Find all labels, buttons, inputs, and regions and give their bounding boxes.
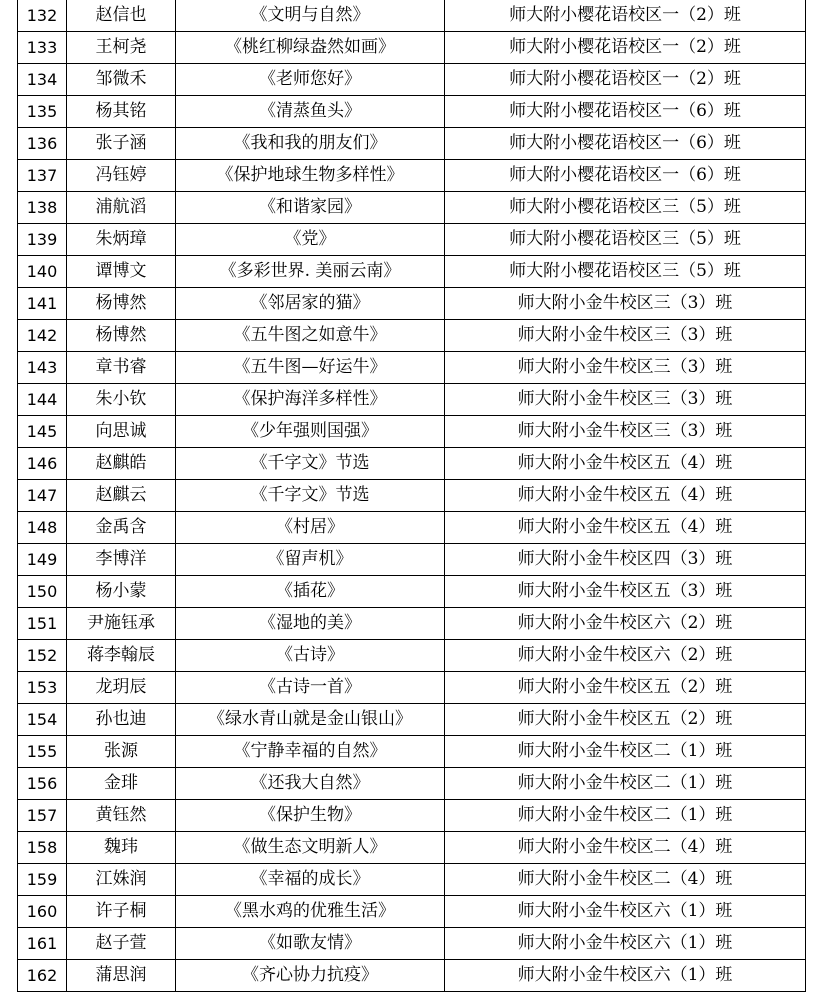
table-row [18,896,806,928]
table-row [18,128,806,160]
school-class-cell: 师大附小金牛校区四（3）班 [445,544,806,576]
row-number-cell: 138 [18,192,67,224]
student-name-cell: 蒲思润 [67,960,176,992]
table-row [18,736,806,768]
row-number-cell: 142 [18,320,67,352]
table-row [18,800,806,832]
row-number-cell: 152 [18,640,67,672]
table-row [18,32,806,64]
work-title-cell: 《桃红柳绿盎然如画》 [176,32,445,64]
student-name-cell: 章书睿 [67,352,176,384]
school-class-cell: 师大附小金牛校区五（4）班 [445,448,806,480]
school-class-cell: 师大附小金牛校区二（1）班 [445,800,806,832]
school-class-cell: 师大附小金牛校区二（1）班 [445,736,806,768]
table-row [18,256,806,288]
work-title-cell: 《邻居家的猫》 [176,288,445,320]
school-class-cell: 师大附小樱花语校区三（5）班 [445,256,806,288]
student-name-cell: 蒋李翰辰 [67,640,176,672]
row-number-cell: 157 [18,800,67,832]
student-name-cell: 许子桐 [67,896,176,928]
work-title-cell: 《留声机》 [176,544,445,576]
table-row [18,352,806,384]
school-class-cell: 师大附小樱花语校区一（2）班 [445,32,806,64]
work-title-cell: 《五牛图之如意牛》 [176,320,445,352]
work-title-cell: 《古诗一首》 [176,672,445,704]
row-number-cell: 139 [18,224,67,256]
table-row [18,608,806,640]
school-class-cell: 师大附小金牛校区五（2）班 [445,704,806,736]
school-class-cell: 师大附小金牛校区五（2）班 [445,672,806,704]
student-name-cell: 金禹含 [67,512,176,544]
school-class-cell: 师大附小樱花语校区三（5）班 [445,224,806,256]
row-number-cell: 135 [18,96,67,128]
row-number-cell: 141 [18,288,67,320]
table-row [18,704,806,736]
student-name-cell: 朱小钦 [67,384,176,416]
row-number-cell: 144 [18,384,67,416]
work-title-cell: 《我和我的朋友们》 [176,128,445,160]
school-class-cell: 师大附小樱花语校区一（2）班 [445,64,806,96]
student-name-cell: 赵麒皓 [67,448,176,480]
student-name-cell: 朱炳璋 [67,224,176,256]
table-row [18,384,806,416]
work-title-cell: 《千字文》节选 [176,448,445,480]
row-number-cell: 136 [18,128,67,160]
work-title-cell: 《绿水青山就是金山银山》 [176,704,445,736]
student-name-cell: 谭博文 [67,256,176,288]
student-name-cell: 李博洋 [67,544,176,576]
student-name-cell: 冯钰婷 [67,160,176,192]
student-name-cell: 尹施钰承 [67,608,176,640]
table-row [18,640,806,672]
row-number-cell: 150 [18,576,67,608]
row-number-cell: 158 [18,832,67,864]
student-name-cell: 杨其铭 [67,96,176,128]
row-number-cell: 132 [18,0,67,32]
row-number-cell: 147 [18,480,67,512]
row-number-cell: 140 [18,256,67,288]
work-title-cell: 《党》 [176,224,445,256]
row-number-cell: 159 [18,864,67,896]
school-class-cell: 师大附小樱花语校区三（5）班 [445,192,806,224]
student-name-cell: 金琲 [67,768,176,800]
row-number-cell: 134 [18,64,67,96]
table-row [18,160,806,192]
table-row [18,512,806,544]
table-row [18,928,806,960]
row-number-cell: 133 [18,32,67,64]
table-row [18,576,806,608]
student-name-cell: 孙也迪 [67,704,176,736]
row-number-cell: 153 [18,672,67,704]
school-class-cell: 师大附小金牛校区二（1）班 [445,768,806,800]
table-row [18,480,806,512]
work-title-cell: 《黑水鸡的优雅生活》 [176,896,445,928]
row-number-cell: 149 [18,544,67,576]
table-row [18,224,806,256]
student-name-cell: 张子涵 [67,128,176,160]
row-number-cell: 156 [18,768,67,800]
school-class-cell: 师大附小樱花语校区一（6）班 [445,96,806,128]
student-name-cell: 张源 [67,736,176,768]
table-row [18,448,806,480]
table-row [18,768,806,800]
work-title-cell: 《插花》 [176,576,445,608]
student-name-cell: 杨博然 [67,288,176,320]
school-class-cell: 师大附小金牛校区六（1）班 [445,896,806,928]
student-name-cell: 浦航滔 [67,192,176,224]
row-number-cell: 137 [18,160,67,192]
work-title-cell: 《村居》 [176,512,445,544]
work-title-cell: 《少年强则国强》 [176,416,445,448]
work-title-cell: 《保护生物》 [176,800,445,832]
row-number-cell: 151 [18,608,67,640]
school-class-cell: 师大附小金牛校区六（2）班 [445,608,806,640]
table-row [18,96,806,128]
school-class-cell: 师大附小金牛校区三（3）班 [445,320,806,352]
student-name-cell: 杨小蒙 [67,576,176,608]
school-class-cell: 师大附小金牛校区三（3）班 [445,384,806,416]
school-class-cell: 师大附小樱花语校区一（6）班 [445,160,806,192]
work-title-cell: 《和谐家园》 [176,192,445,224]
student-name-cell: 王柯尧 [67,32,176,64]
row-number-cell: 143 [18,352,67,384]
table-row [18,960,806,992]
work-title-cell: 《五牛图—好运牛》 [176,352,445,384]
award-list-table [17,0,806,992]
school-class-cell: 师大附小金牛校区二（4）班 [445,864,806,896]
student-name-cell: 邹微禾 [67,64,176,96]
work-title-cell: 《保护海洋多样性》 [176,384,445,416]
school-class-cell: 师大附小金牛校区六（1）班 [445,960,806,992]
row-number-cell: 146 [18,448,67,480]
work-title-cell: 《千字文》节选 [176,480,445,512]
table-row [18,416,806,448]
table-row [18,64,806,96]
school-class-cell: 师大附小金牛校区三（3）班 [445,288,806,320]
work-title-cell: 《保护地球生物多样性》 [176,160,445,192]
student-name-cell: 赵子萱 [67,928,176,960]
row-number-cell: 148 [18,512,67,544]
table-row [18,0,806,32]
table-row [18,672,806,704]
work-title-cell: 《老师您好》 [176,64,445,96]
work-title-cell: 《多彩世界. 美丽云南》 [176,256,445,288]
work-title-cell: 《清蒸鱼头》 [176,96,445,128]
work-title-cell: 《宁静幸福的自然》 [176,736,445,768]
student-name-cell: 赵麒云 [67,480,176,512]
school-class-cell: 师大附小金牛校区六（2）班 [445,640,806,672]
school-class-cell: 师大附小樱花语校区一（6）班 [445,128,806,160]
row-number-cell: 154 [18,704,67,736]
table-row [18,832,806,864]
table-row [18,544,806,576]
school-class-cell: 师大附小金牛校区五（4）班 [445,480,806,512]
work-title-cell: 《古诗》 [176,640,445,672]
student-name-cell: 龙玥辰 [67,672,176,704]
student-name-cell: 魏玮 [67,832,176,864]
work-title-cell: 《做生态文明新人》 [176,832,445,864]
student-name-cell: 向思诚 [67,416,176,448]
school-class-cell: 师大附小金牛校区五（4）班 [445,512,806,544]
table-row [18,864,806,896]
row-number-cell: 155 [18,736,67,768]
work-title-cell: 《幸福的成长》 [176,864,445,896]
school-class-cell: 师大附小樱花语校区一（2）班 [445,0,806,32]
table-row [18,192,806,224]
work-title-cell: 《湿地的美》 [176,608,445,640]
work-title-cell: 《齐心协力抗疫》 [176,960,445,992]
work-title-cell: 《如歌友情》 [176,928,445,960]
row-number-cell: 161 [18,928,67,960]
work-title-cell: 《还我大自然》 [176,768,445,800]
school-class-cell: 师大附小金牛校区六（1）班 [445,928,806,960]
table-row [18,288,806,320]
table-row [18,320,806,352]
student-name-cell: 江姝润 [67,864,176,896]
row-number-cell: 160 [18,896,67,928]
table-body [18,0,806,992]
school-class-cell: 师大附小金牛校区三（3）班 [445,352,806,384]
school-class-cell: 师大附小金牛校区三（3）班 [445,416,806,448]
row-number-cell: 162 [18,960,67,992]
student-name-cell: 黄钰然 [67,800,176,832]
student-name-cell: 赵信也 [67,0,176,32]
row-number-cell: 145 [18,416,67,448]
student-name-cell: 杨博然 [67,320,176,352]
school-class-cell: 师大附小金牛校区五（3）班 [445,576,806,608]
work-title-cell: 《文明与自然》 [176,0,445,32]
school-class-cell: 师大附小金牛校区二（4）班 [445,832,806,864]
